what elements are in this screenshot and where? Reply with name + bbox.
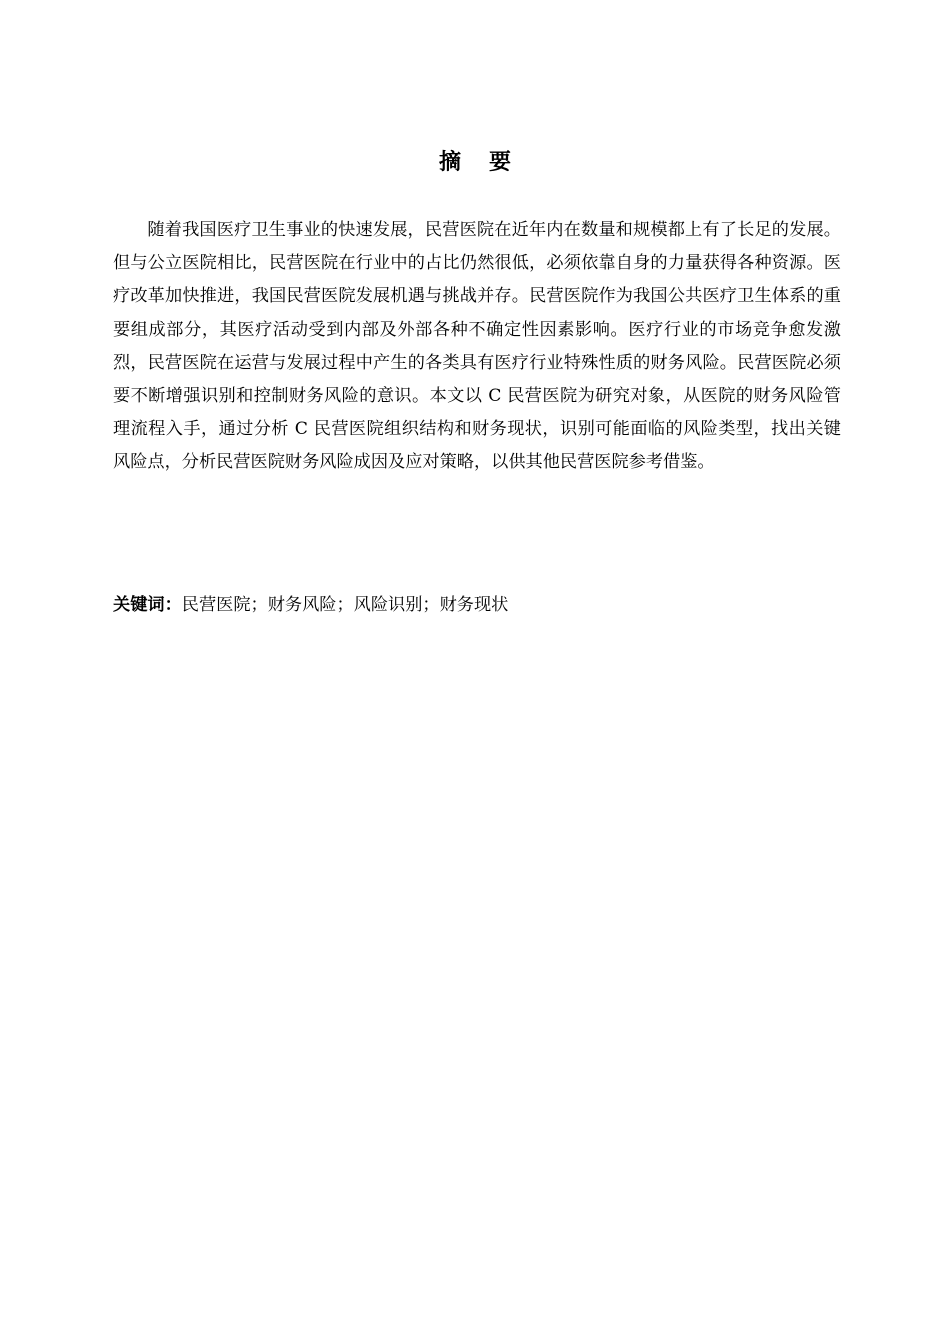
abstract-paragraph: 随着我国医疗卫生事业的快速发展，民营医院在近年内在数量和规模都上有了长足的发展。但与公立医院相比，民营医院在行业中的占比仍然很低，必须依靠自身的力量获得各种资源。医疗改革加快推进，我国民营医院发展机遇与挑战并存。民营医院作为我国公共医疗卫生体系的重要组成部分，其医疗活动受到内部及外部各种不确定性因素影响。医疗行业的市场竞争愈发激烈，民营医院在运营与发展过程中产生的各类具有医疗行业特殊性质的财务风险。民营医院必须要不断增强识别和控制财务风险的意识。本文以 C 民营医院为研究对象，从医院的财务风险管理流程入手，通过分析 C 民营医院组织结构和财务现状，识别可能面临的风险类型，找出关键风险点，分析民营医院财务风险成因及应对策略，以供其他民营医院参考借鉴。 [113,220,841,473]
keywords-line [113,589,841,622]
abstract-title [0,146,950,180]
keywords-list: 民营医院；财务风险；风险识别；财务现状 [181,595,509,615]
abstract-title-char-1: 摘 [438,150,461,175]
keywords-label: 关键词： [113,595,182,615]
abstract-title-char-2: 要 [489,150,512,175]
